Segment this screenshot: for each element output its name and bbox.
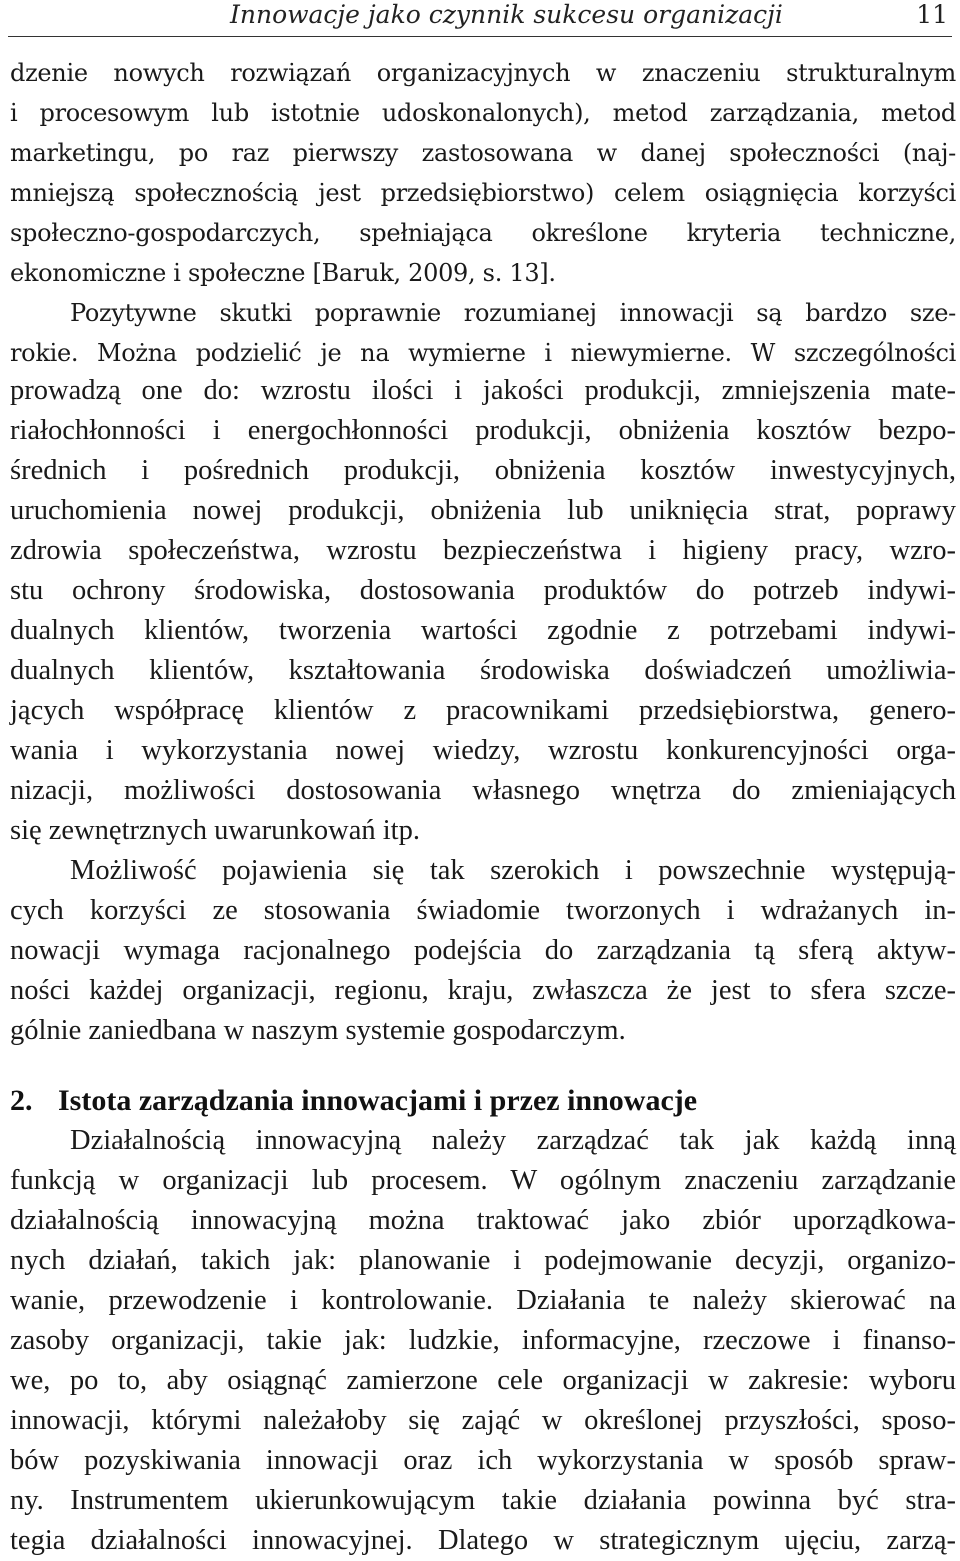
text-line: riałochłonności i energochłonności produkcji, obniżenia kosztów bezpo- — [10, 415, 956, 446]
text-line: dualnych klientów, kształtowania środowiska doświadczeń umożliwia- — [10, 655, 956, 686]
text-line: dzenie nowych rozwiązań organizacyjnych w znaczeniu strukturalnym — [10, 59, 956, 87]
text-line: zasoby organizacji, takie jak: ludzkie, informacyjne, rzeczowe i finanso- — [10, 1325, 956, 1356]
section-heading — [10, 1083, 697, 1119]
text-line: ności każdej organizacji, regionu, kraju, zwłaszcza że jest to sfera szcze- — [10, 975, 956, 1006]
text-line: Działalnością innowacyjną należy zarządzać tak jak każdą inną — [70, 1125, 956, 1156]
section-title: Istota zarządzania innowacjami i przez innowacje — [58, 1084, 698, 1117]
running-title: Innowacje jako czynnik sukcesu organizacji — [230, 0, 783, 29]
text-line: ny. Instrumentem ukierunkowującym takie działania powinna być stra- — [10, 1485, 956, 1516]
text-line: ekonomiczne i społeczne [Baruk, 2009, s. 13]. — [10, 259, 556, 287]
page-number: 11 — [916, 0, 948, 29]
text-line: tegia działalności innowacyjnej. Dlatego w strategicznym ujęciu, zarzą- — [10, 1525, 956, 1556]
text-line: społeczno-gospodarczych, spełniająca określone kryteria techniczne, — [10, 219, 956, 247]
text-line: dualnych klientów, tworzenia wartości zgodnie z potrzebami indywi- — [10, 615, 956, 646]
text-line: jących współpracę klientów z pracownikami przedsiębiorstwa, genero- — [10, 695, 956, 726]
text-line: średnich i pośrednich produkcji, obniżenia kosztów inwestycyjnych, — [10, 455, 956, 486]
text-line: uruchomienia nowej produkcji, obniżenia lub uniknięcia strat, poprawy — [10, 495, 956, 526]
text-line: prowadzą one do: wzrostu ilości i jakości produkcji, zmniejszenia mate- — [10, 375, 956, 406]
text-line: marketingu, po raz pierwszy zastosowana w danej społeczności (naj- — [10, 139, 956, 167]
text-line: działalnością innowacyjną można traktować jako zbiór uporządkowa- — [10, 1205, 956, 1236]
text-line: funkcją w organizacji lub procesem. W ogólnym znaczeniu zarządzanie — [10, 1165, 956, 1196]
text-line: we, po to, aby osiągnąć zamierzone cele organizacji w zakresie: wyboru — [10, 1365, 956, 1396]
text-line: wania i wykorzystania nowej wiedzy, wzrostu konkurencyjności orga- — [10, 735, 956, 766]
text-line: nych działań, takich jak: planowanie i podejmowanie decyzji, organizo- — [10, 1245, 956, 1276]
text-line: bów pozyskiwania innowacji oraz ich wykorzystania w sposób spraw- — [10, 1445, 956, 1476]
text-line: nizacji, możliwości dostosowania własnego wnętrza do zmieniających — [10, 775, 956, 806]
text-line: i procesowym lub istotnie udoskonalonych), metod zarządzania, metod — [10, 99, 956, 127]
text-line: Możliwość pojawienia się tak szerokich i powszechnie występują- — [70, 855, 956, 886]
text-line: gólnie zaniedbana w naszym systemie gospodarczym. — [10, 1015, 626, 1046]
text-line: zdrowia społeczeństwa, wzrostu bezpieczeństwa i higieny pracy, wzro- — [10, 535, 956, 566]
text-line: się zewnętrznych uwarunkowań itp. — [10, 815, 420, 846]
text-line: Pozytywne skutki poprawnie rozumianej innowacji są bardzo sze- — [70, 299, 956, 327]
text-line: innowacji, którymi należałoby się zająć w określonej przyszłości, sposo- — [10, 1405, 956, 1436]
text-line: stu ochrony środowiska, dostosowania produktów do potrzeb indywi- — [10, 575, 956, 606]
section-number: 2. — [10, 1084, 33, 1117]
text-line: nowacji wymaga racjonalnego podejścia do zarządzania tą sferą aktyw- — [10, 935, 956, 966]
text-line: wanie, przewodzenie i kontrolowanie. Działania te należy skierować na — [10, 1285, 956, 1316]
text-line: cych korzyści ze stosowania świadomie tworzonych i wdrażanych in- — [10, 895, 956, 926]
running-header — [8, 0, 952, 37]
text-line: rokie. Można podzielić je na wymierne i niewymierne. W szczególności — [10, 339, 956, 367]
text-line: mniejszą społecznością jest przedsiębiorstwo) celem osiągnięcia korzyści — [10, 179, 956, 207]
